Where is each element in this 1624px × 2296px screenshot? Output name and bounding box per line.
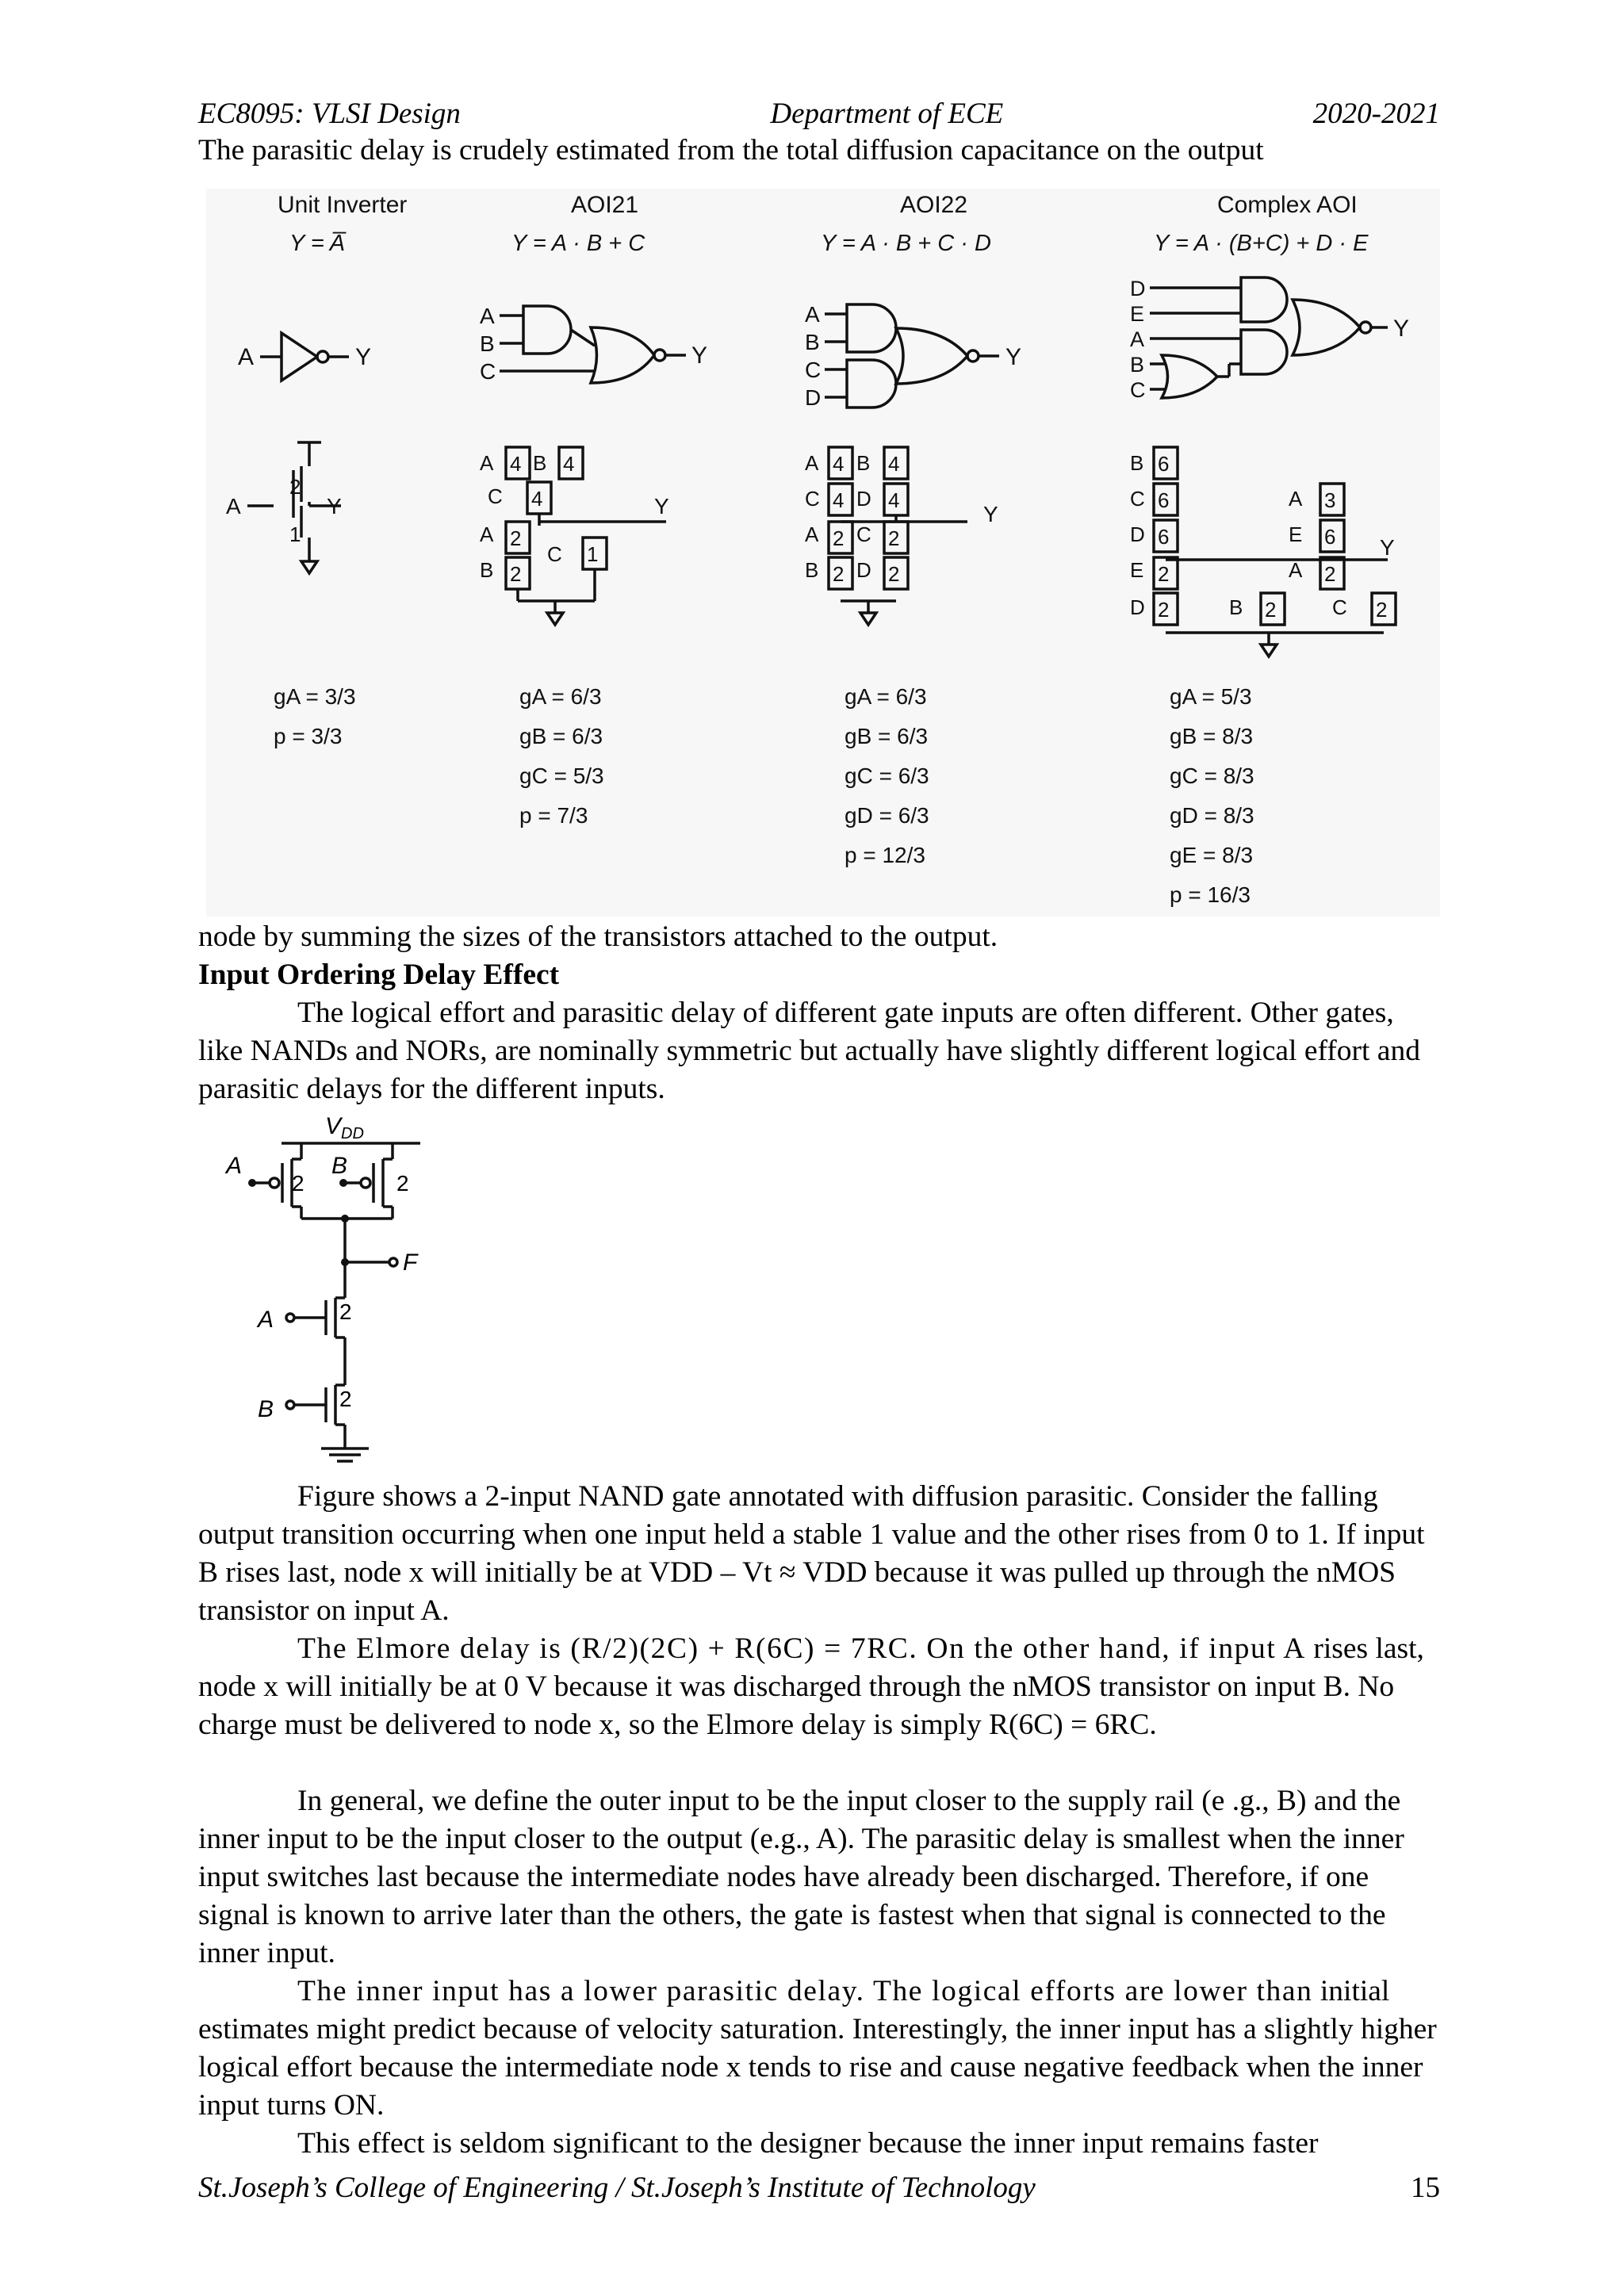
svg-text:p = 3/3: p = 3/3 [274, 724, 343, 748]
page-footer [198, 2171, 1440, 2205]
paragraph-logical-effort: The inner input has a lower parasitic delay. The logical efforts are lower than initial estimates might predict because of velocity saturation. Interestingly, the inner input has a slightly higher logical effort because the intermediate node x tends to rise and cause negative feedback when the inner input turns ON. [198, 1975, 1437, 2122]
gate-title-aoi22: AOI22 [900, 192, 968, 218]
paragraph-elmore-delay: The Elmore delay is (R/2)(2C) + R(6C) = 7RC. On the other hand, if input A rises last, node x will initially be at 0 V because it was discharged through the nMOS transistor on input B. No charge must be delivered to node x, so the Elmore delay is simply R(6C) = 6RC. [198, 1632, 1424, 1741]
svg-text:gC = 5/3: gC = 5/3 [519, 763, 604, 788]
svg-text:B: B [805, 558, 819, 582]
svg-text:D: D [805, 385, 822, 410]
svg-text:D: D [1130, 277, 1146, 300]
svg-text:2: 2 [339, 1299, 352, 1324]
vdd-label: $V_{DD}$ [325, 1113, 364, 1142]
svg-text:Y: Y [654, 494, 669, 519]
svg-text:C: C [856, 522, 871, 546]
svg-text:C: C [488, 484, 503, 508]
svg-text:D: D [1130, 522, 1145, 546]
svg-text:gC = 8/3: gC = 8/3 [1170, 763, 1254, 788]
academic-year: 2020-2021 [1312, 98, 1440, 130]
svg-text:A: A [480, 451, 494, 475]
svg-text:2: 2 [292, 1171, 304, 1196]
after-figure-line: node by summing the sizes of the transistors attached to the output. [198, 920, 998, 953]
svg-text:B: B [805, 330, 820, 354]
inverter-symbol [238, 333, 371, 381]
svg-text:F: F [403, 1249, 418, 1276]
svg-text:2: 2 [1376, 598, 1388, 622]
svg-text:4: 4 [833, 488, 845, 512]
svg-text:2: 2 [1158, 598, 1170, 622]
svg-text:2: 2 [510, 562, 522, 586]
svg-text:B: B [331, 1153, 348, 1179]
aoi22-symbol [805, 302, 1021, 410]
svg-text:gD = 6/3: gD = 6/3 [845, 803, 929, 828]
institution-name: St.Joseph’s College of Engineering / St.Joseph’s Institute of Technology [198, 2172, 1036, 2204]
svg-text:4: 4 [510, 452, 522, 476]
svg-text:B: B [480, 331, 495, 356]
svg-text:E: E [1130, 302, 1145, 326]
svg-text:gB = 6/3: gB = 6/3 [519, 724, 603, 748]
complex-gates-figure [206, 189, 1440, 916]
svg-text:D: D [856, 558, 871, 582]
svg-text:p = 16/3: p = 16/3 [1170, 882, 1251, 907]
svg-text:A: A [1130, 327, 1145, 351]
aoi22-values [845, 684, 929, 867]
complex-aoi-schematic [1130, 447, 1396, 656]
gate-title-complex-aoi: Complex AOI [1217, 192, 1358, 218]
svg-text:A: A [1289, 487, 1303, 511]
svg-text:2: 2 [888, 526, 900, 550]
inverter-schematic [226, 442, 342, 573]
svg-text:A: A [1289, 558, 1303, 582]
svg-text:B: B [258, 1396, 274, 1422]
aoi22-schematic [805, 447, 998, 625]
svg-text:6: 6 [1324, 525, 1336, 549]
svg-text:2: 2 [1158, 562, 1170, 586]
svg-text:A: A [226, 1153, 243, 1179]
intro-line: The parasitic delay is crudely estimated from the total diffusion capacitance on the output [198, 134, 1264, 166]
nand-gate-figure [206, 1112, 460, 1484]
section-heading: Input Ordering Delay Effect [198, 959, 560, 991]
svg-text:A: A [480, 304, 495, 328]
svg-text:2: 2 [1324, 562, 1336, 586]
complex-aoi-symbol [1130, 277, 1409, 402]
svg-text:B: B [1229, 595, 1243, 619]
svg-text:D: D [856, 487, 871, 511]
svg-text:2: 2 [1265, 598, 1277, 622]
paragraph-input-ordering: The logical effort and parasitic delay of different gate inputs are often different. Other gates, like NANDs and NORs, are nominally symmetric but actually have slightly different logical effort and parasitic delays for the different inputs. [198, 997, 1420, 1105]
svg-text:gE = 8/3: gE = 8/3 [1170, 843, 1254, 867]
svg-text:A: A [480, 522, 494, 546]
gate-eq-aoi21: Y = A · B + C [511, 231, 645, 256]
svg-text:2: 2 [510, 526, 522, 550]
svg-text:6: 6 [1158, 452, 1170, 476]
svg-text:1: 1 [289, 522, 301, 546]
svg-text:Y: Y [1380, 535, 1395, 560]
svg-text:C: C [547, 542, 562, 566]
svg-text:2: 2 [833, 526, 845, 550]
svg-text:B: B [856, 451, 871, 475]
svg-text:E: E [1130, 558, 1144, 582]
svg-text:Y: Y [355, 344, 372, 370]
svg-text:D: D [1130, 595, 1145, 619]
svg-text:Y: Y [1393, 316, 1410, 342]
svg-text:A: A [805, 522, 819, 546]
complex-aoi-values [1170, 684, 1254, 907]
svg-text:A: A [805, 451, 819, 475]
svg-text:3: 3 [1324, 488, 1336, 512]
svg-text:gA = 3/3: gA = 3/3 [274, 684, 356, 709]
svg-text:Y: Y [691, 342, 708, 369]
svg-text:gC = 6/3: gC = 6/3 [845, 763, 929, 788]
paragraph-nand-description: Figure shows a 2-input NAND gate annotated with diffusion parasitic. Consider the falling output transition occurring when one input held a stable 1 value and the other rises from 0 to 1. If input B rises last, node x will initially be at VDD – Vt ≈ VDD because it was pulled up through the nMOS transistor on input A. [198, 1480, 1425, 1627]
svg-text:gA = 5/3: gA = 5/3 [1170, 684, 1252, 709]
svg-text:2: 2 [289, 475, 301, 499]
svg-text:2: 2 [833, 562, 845, 586]
svg-text:2: 2 [339, 1387, 352, 1411]
svg-text:gB = 8/3: gB = 8/3 [1170, 724, 1254, 748]
gate-eq-aoi22: Y = A · B + C · D [821, 231, 991, 256]
aoi21-symbol [480, 304, 707, 384]
gate-eq-inverter: Y = A̅ [289, 231, 346, 256]
inverter-values [274, 684, 356, 748]
svg-text:4: 4 [531, 487, 543, 511]
gate-title-aoi21: AOI21 [571, 192, 639, 218]
svg-text:2: 2 [888, 562, 900, 586]
svg-text:4: 4 [833, 452, 845, 476]
svg-text:4: 4 [563, 452, 575, 476]
svg-text:C: C [480, 359, 496, 384]
svg-text:B: B [533, 451, 547, 475]
svg-text:A: A [805, 302, 820, 327]
svg-text:Y: Y [983, 502, 998, 526]
course-title: EC8095: VLSI Design [198, 98, 461, 130]
svg-text:C: C [1332, 595, 1347, 619]
page-header [198, 97, 1440, 135]
svg-text:gD = 8/3: gD = 8/3 [1170, 803, 1254, 828]
svg-text:A: A [258, 1307, 274, 1333]
svg-text:6: 6 [1158, 525, 1170, 549]
svg-text:6: 6 [1158, 488, 1170, 512]
gate-title-inverter: Unit Inverter [278, 192, 408, 218]
svg-text:C: C [805, 358, 822, 382]
svg-text:1: 1 [587, 542, 599, 566]
svg-text:4: 4 [888, 488, 900, 512]
paragraph-effect-significance: This effect is seldom significant to the designer because the inner input remains faster [297, 2127, 1319, 2160]
aoi21-values [519, 684, 604, 828]
svg-text:C: C [1130, 487, 1145, 511]
svg-text:gA = 6/3: gA = 6/3 [845, 684, 927, 709]
svg-text:Y: Y [327, 494, 342, 519]
svg-text:C: C [805, 487, 820, 511]
svg-text:Y: Y [1005, 344, 1022, 370]
svg-text:gA = 6/3: gA = 6/3 [519, 684, 602, 709]
department: Department of ECE [770, 98, 1004, 130]
svg-text:B: B [480, 558, 494, 582]
aoi21-schematic [480, 447, 669, 625]
svg-text:A: A [226, 494, 241, 519]
svg-text:B: B [1130, 451, 1144, 475]
svg-text:gB = 6/3: gB = 6/3 [845, 724, 929, 748]
svg-text:A: A [238, 344, 255, 370]
page-number: 15 [1411, 2172, 1440, 2204]
svg-text:p = 12/3: p = 12/3 [845, 843, 925, 867]
paragraph-outer-inner-input: In general, we define the outer input to be the input closer to the supply rail (e .g., B) and the inner input to be the input closer to the output (e.g., A). The parasitic delay is smallest when the inner input switches last because the intermediate nodes have already been discharged. Therefore, if one signal is known to arrive later than the others, the gate is fastest when that signal is connected to the inner input. [198, 1785, 1404, 1969]
gate-eq-complex-aoi: Y = A · (B+C) + D · E [1154, 231, 1369, 256]
svg-text:B: B [1130, 353, 1145, 377]
svg-text:2: 2 [396, 1171, 409, 1196]
svg-text:p = 7/3: p = 7/3 [519, 803, 588, 828]
svg-text:C: C [1130, 378, 1146, 402]
svg-text:E: E [1289, 522, 1303, 546]
svg-text:4: 4 [888, 452, 900, 476]
